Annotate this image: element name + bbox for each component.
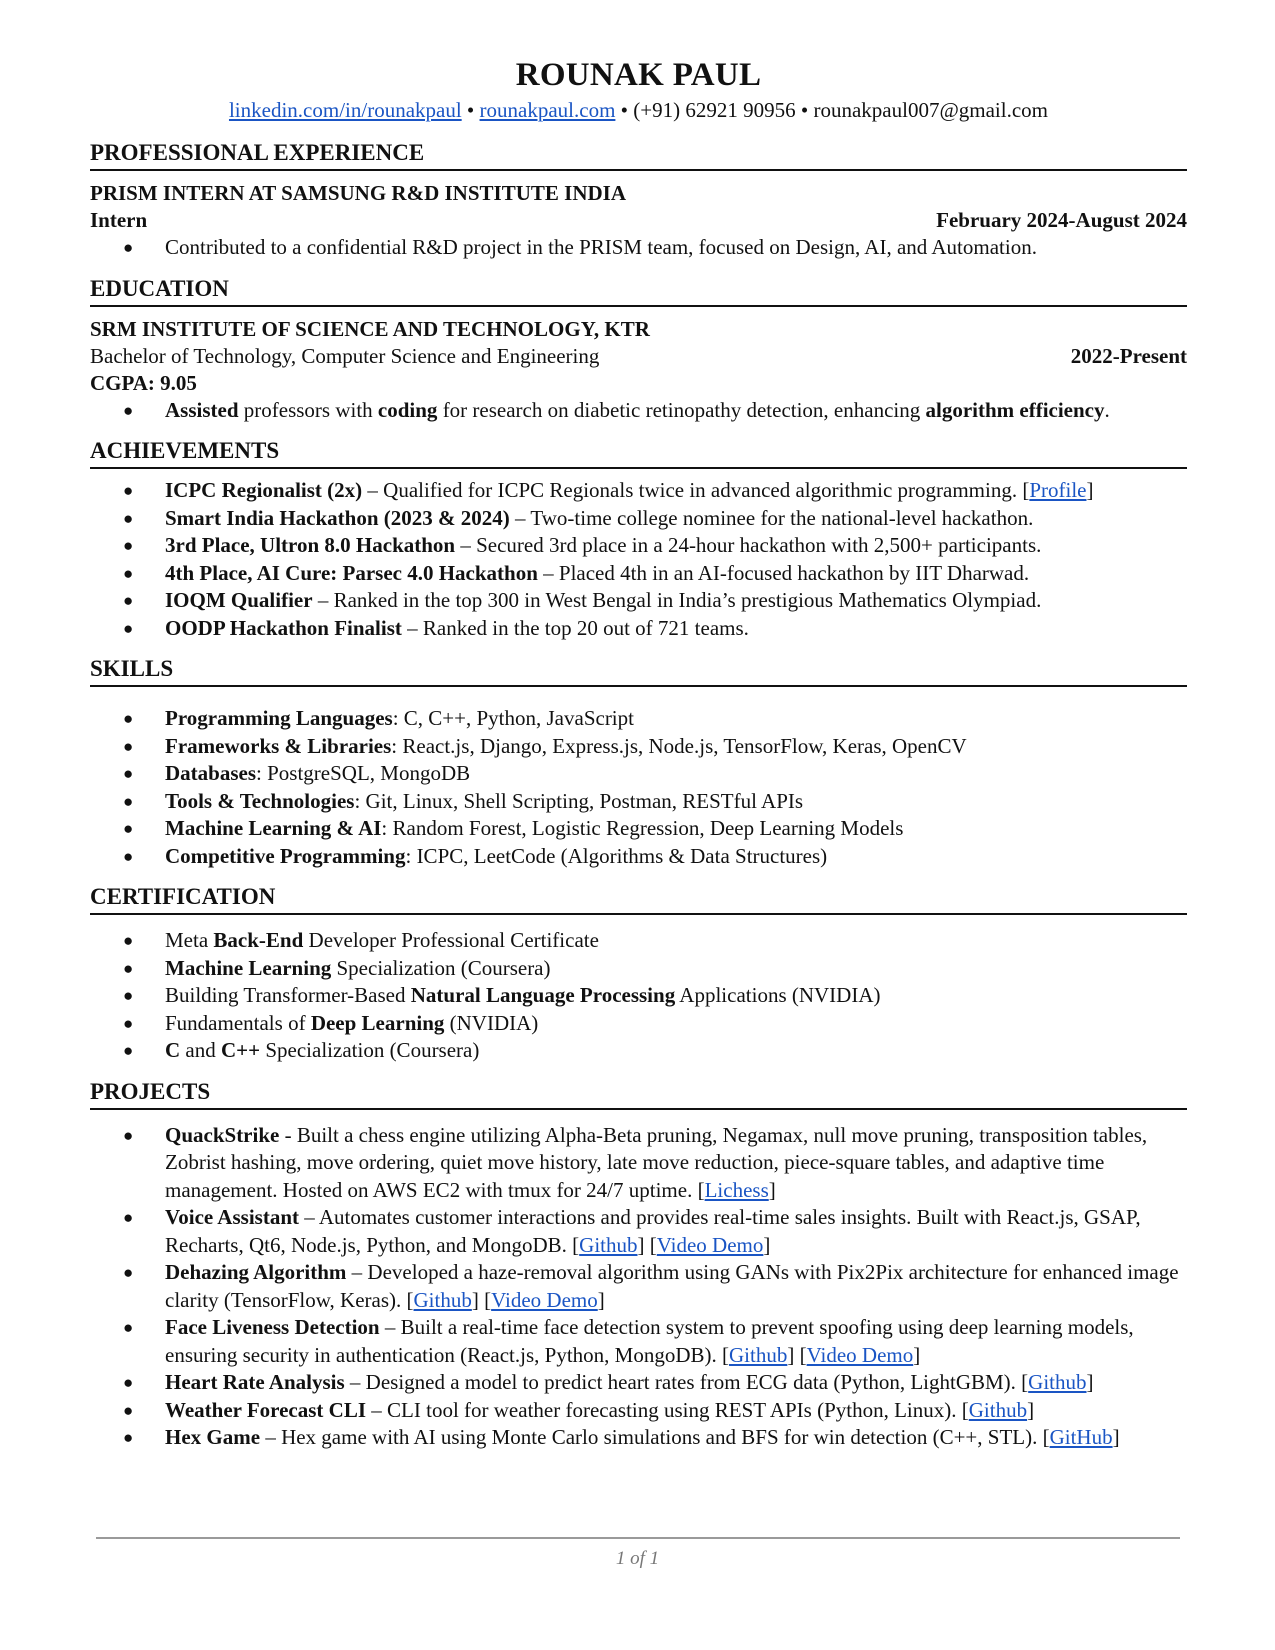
- list-item: ● 3rd Place, Ultron 8.0 Hackathon – Secured 3rd place in a 24-hour hackathon with 2,500+ participants.: [90, 532, 1187, 560]
- list-item: ● Contributed to a confidential R&D project in the PRISM team, focused on Design, AI, and Automation.: [90, 234, 1187, 262]
- footer-divider: [96, 1537, 1180, 1539]
- list-item: ● Frameworks & Libraries: React.js, Django, Express.js, Node.js, TensorFlow, Keras, OpenCV: [90, 733, 1187, 761]
- contact-line: [90, 96, 1187, 124]
- section-title-education: EDUCATION: [90, 274, 1187, 307]
- github-link[interactable]: Github: [968, 1397, 1028, 1422]
- separator: •: [615, 98, 634, 122]
- experience-bullets: [90, 234, 1187, 262]
- achievements-list: [90, 477, 1187, 642]
- education-degree: Bachelor of Technology, Computer Science and Engineering: [90, 343, 600, 368]
- resume-page: [90, 55, 1187, 1452]
- separator: •: [795, 98, 814, 122]
- certification-section: [90, 882, 1187, 1065]
- education-degree-row: [90, 343, 1187, 370]
- section-title-certification: CERTIFICATION: [90, 882, 1187, 915]
- website-link[interactable]: rounakpaul.com: [479, 98, 616, 122]
- list-item: ● QuackStrike - Built a chess engine utilizing Alpha-Beta pruning, Negamax, null move pruning, transposition tables, Zobrist hashing, move ordering, quiet move history, late move reduction, piece-square tables, and adaptive time management. Hosted on AWS EC2 with tmux for 24/7 uptime. [Lichess]: [90, 1122, 1187, 1205]
- section-title-skills: SKILLS: [90, 654, 1187, 687]
- experience-org: PRISM INTERN AT SAMSUNG R&D INSTITUTE INDIA: [90, 181, 626, 205]
- section-title-achievements: ACHIEVEMENTS: [90, 436, 1187, 469]
- list-item: ● OODP Hackathon Finalist – Ranked in the top 20 out of 721 teams.: [90, 615, 1187, 643]
- github-link[interactable]: Github: [729, 1342, 788, 1367]
- github-link[interactable]: Github: [413, 1287, 472, 1312]
- experience-section: [90, 138, 1187, 262]
- github-link[interactable]: Github: [579, 1232, 638, 1257]
- experience-dates: February 2024-August 2024: [936, 208, 1187, 232]
- certification-list: [90, 927, 1187, 1065]
- list-item: ● Fundamentals of Deep Learning (NVIDIA): [90, 1010, 1187, 1038]
- list-item: ● IOQM Qualifier – Ranked in the top 300 in West Bengal in India’s prestigious Mathematics Olympiad.: [90, 587, 1187, 615]
- list-item: ● Tools & Technologies: Git, Linux, Shell Scripting, Postman, RESTful APIs: [90, 788, 1187, 816]
- github-link[interactable]: Github: [1028, 1370, 1087, 1394]
- github-link[interactable]: GitHub: [1049, 1425, 1113, 1449]
- email-address: rounakpaul007@gmail.com: [813, 98, 1049, 122]
- list-item: ● Machine Learning & AI: Random Forest, Logistic Regression, Deep Learning Models: [90, 815, 1187, 843]
- list-item: ● Assisted professors with coding for research on diabetic retinopathy detection, enhancing algorithm efficiency.: [90, 397, 1187, 425]
- resume-name: ROUNAK PAUL: [515, 57, 762, 93]
- list-item: ● Building Transformer-Based Natural Language Processing Applications (NVIDIA): [90, 982, 1187, 1010]
- experience-role: Intern: [90, 208, 148, 232]
- skills-list: [90, 705, 1187, 870]
- education-org: SRM INSTITUTE OF SCIENCE AND TECHNOLOGY, KTR: [90, 316, 650, 341]
- profile-link[interactable]: Profile: [1029, 478, 1087, 502]
- education-bullets: [90, 397, 1187, 425]
- lichess-link[interactable]: Lichess: [704, 1177, 769, 1202]
- section-title-experience: PROFESSIONAL EXPERIENCE: [90, 138, 1187, 171]
- list-item: ● Heart Rate Analysis – Designed a model to predict heart rates from ECG data (Python, LightGBM). [Github]: [90, 1369, 1187, 1397]
- projects-list: [90, 1122, 1187, 1452]
- list-item: ● ICPC Regionalist (2x) – Qualified for ICPC Regionals twice in advanced algorithmic programming. [Profile]: [90, 477, 1187, 505]
- linkedin-link[interactable]: linkedin.com/in/rounakpaul: [228, 98, 462, 122]
- education-section: [90, 274, 1187, 425]
- list-item: ● Machine Learning Specialization (Coursera): [90, 955, 1187, 983]
- video-demo-link[interactable]: Video Demo: [491, 1287, 598, 1312]
- list-item: ● C and C++ Specialization (Coursera): [90, 1037, 1187, 1065]
- experience-role-row: [90, 207, 1187, 234]
- projects-section: [90, 1077, 1187, 1452]
- section-title-projects: PROJECTS: [90, 1077, 1187, 1110]
- education-cgpa: CGPA: 9.05: [90, 370, 197, 395]
- list-item: ● Databases: PostgreSQL, MongoDB: [90, 760, 1187, 788]
- page-number: 1 of 1: [615, 1548, 660, 1569]
- list-item: ● Programming Languages: C, C++, Python, JavaScript: [90, 705, 1187, 733]
- separator: •: [461, 98, 480, 122]
- video-demo-link[interactable]: Video Demo: [656, 1232, 764, 1257]
- education-dates: 2022-Present: [1070, 343, 1187, 368]
- list-item: ● Weather Forecast CLI – CLI tool for weather forecasting using REST APIs (Python, Linux). [Github]: [90, 1397, 1187, 1425]
- list-item: ● Meta Back-End Developer Professional Certificate: [90, 927, 1187, 955]
- list-item: ● Hex Game – Hex game with AI using Monte Carlo simulations and BFS for win detection (C++, STL). [GitHub]: [90, 1424, 1187, 1452]
- list-item: ● Smart India Hackathon (2023 & 2024) – Two-time college nominee for the national-level hackathon.: [90, 505, 1187, 533]
- list-item: ● Competitive Programming: ICPC, LeetCode (Algorithms & Data Structures): [90, 843, 1187, 871]
- skills-section: [90, 654, 1187, 870]
- video-demo-link[interactable]: Video Demo: [806, 1342, 914, 1367]
- list-item: ● 4th Place, AI Cure: Parsec 4.0 Hackathon – Placed 4th in an AI-focused hackathon by IIT Dharwad.: [90, 560, 1187, 588]
- achievements-section: [90, 436, 1187, 642]
- list-item: ● Voice Assistant – Automates customer interactions and provides real-time sales insights. Built with React.js, GSAP, Recharts, Qt6, Node.js, Python, and MongoDB. [Github] [Video Demo]: [90, 1204, 1187, 1259]
- list-item: ● Dehazing Algorithm – Developed a haze-removal algorithm using GANs with Pix2Pix architecture for enhanced image clarity (TensorFlow, Keras). [Github] [Video Demo]: [90, 1259, 1187, 1314]
- phone-number: (+91) 62921 90956: [633, 98, 796, 122]
- education-cgpa-row: [90, 370, 1187, 397]
- list-item: ● Face Liveness Detection – Built a real-time face detection system to prevent spoofing using deep learning models, ensuring security in authentication (React.js, Python, MongoDB). [Github] [Video Demo]: [90, 1314, 1187, 1369]
